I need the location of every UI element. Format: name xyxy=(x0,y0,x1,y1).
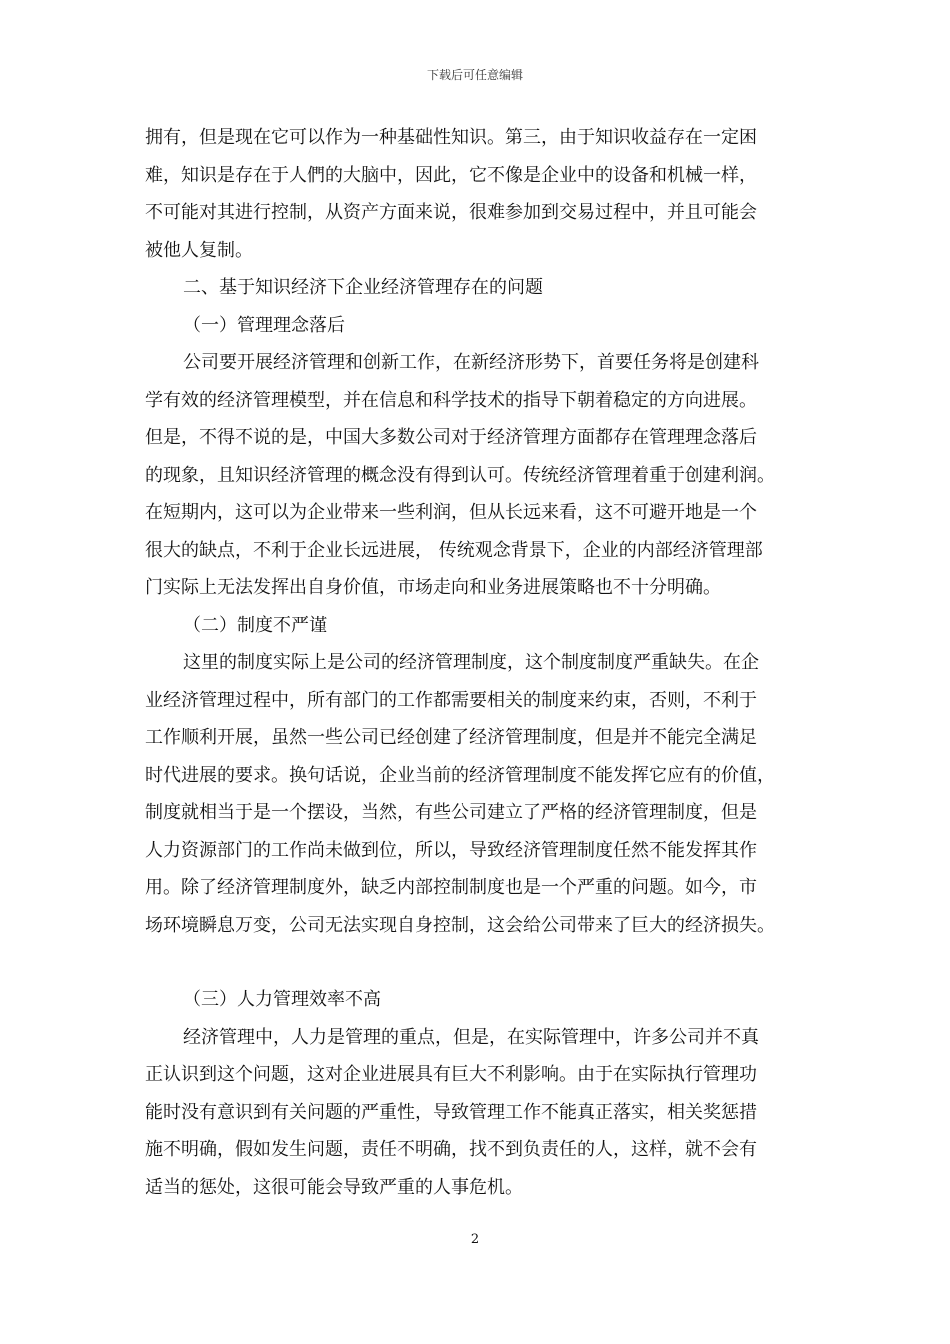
body-line: 场环境瞬息万变，公司无法实现自身控制，这会给公司带来了巨大的经济损失。 xyxy=(145,915,775,936)
body-line: 公司要开展经济管理和创新工作，在新经济形势下，首要任务将是创建科 xyxy=(183,352,759,373)
page-number: 2 xyxy=(470,1232,480,1247)
body-line: 工作顺利开展，虽然一些公司已经创建了经济管理制度，但是并不能完全满足 xyxy=(145,727,757,748)
body-line: 很大的缺点，不利于企业长远进展， 传统观念背景下，企业的内部经济管理部 xyxy=(145,540,763,561)
body-line: 被他人复制。 xyxy=(145,240,253,261)
body-line: 施不明确，假如发生问题，责任不明确，找不到负责任的人，这样，就不会有 xyxy=(145,1139,757,1160)
body-line: 在短期内，这可以为企业带来一些利润，但从长远来看，这不可避开地是一个 xyxy=(145,502,757,523)
body-line: 不可能对其进行控制，从资产方面来说，很难参加到交易过程中，并且可能会 xyxy=(145,202,757,223)
body-line: 拥有，但是现在它可以作为一种基础性知识。第三，由于知识收益存在一定困 xyxy=(145,127,757,148)
body-line: 门实际上无法发挥出自身价值，市场走向和业务进展策略也不十分明确。 xyxy=(145,577,721,598)
body-line: 的现象，且知识经济管理的概念没有得到认可。传统经济管理着重于创建利润。 xyxy=(145,465,775,486)
section-heading: 二、基于知识经济下企业经济管理存在的问题 xyxy=(183,277,543,298)
body-line: 经济管理中，人力是管理的重点，但是，在实际管理中，许多公司并不真 xyxy=(183,1027,759,1048)
body-line: 人力资源部门的工作尚未做到位，所以，导致经济管理制度任然不能发挥其作 xyxy=(145,840,757,861)
body-line: 正认识到这个问题，这对企业进展具有巨大不利影响。由于在实际执行管理功 xyxy=(145,1064,757,1085)
body-line: 学有效的经济管理模型，并在信息和科学技术的指导下朝着稳定的方向进展。 xyxy=(145,390,757,411)
body-line: 业经济管理过程中，所有部门的工作都需要相关的制度来约束，否则，不利于 xyxy=(145,690,757,711)
body-line: 制度就相当于是一个摆设，当然，有些公司建立了严格的经济管理制度，但是 xyxy=(145,802,757,823)
body-line: 但是，不得不说的是，中国大多数公司对于经济管理方面都存在管理理念落后 xyxy=(145,427,757,448)
subsection-heading: （三）人力管理效率不高 xyxy=(183,989,381,1010)
body-line: 用。除了经济管理制度外，缺乏内部控制制度也是一个严重的问题。如今，市 xyxy=(145,877,757,898)
body-line: 适当的惩处，这很可能会导致严重的人事危机。 xyxy=(145,1177,523,1198)
body-line: 这里的制度实际上是公司的经济管理制度，这个制度制度严重缺失。在企 xyxy=(183,652,759,673)
page-header: 下载后可任意编辑 xyxy=(426,68,523,82)
subsection-heading: （一）管理理念落后 xyxy=(183,315,345,336)
subsection-heading: （二）制度不严谨 xyxy=(183,615,327,636)
body-line: 难，知识是存在于人們的大脑中，因此，它不像是企业中的设备和机械一样， xyxy=(145,165,757,186)
body-line: 时代进展的要求。换句话说，企业当前的经济管理制度不能发挥它应有的价值， xyxy=(145,765,775,786)
body-line: 能时没有意识到有关问题的严重性，导致管理工作不能真正落实，相关奖惩措 xyxy=(145,1102,757,1123)
